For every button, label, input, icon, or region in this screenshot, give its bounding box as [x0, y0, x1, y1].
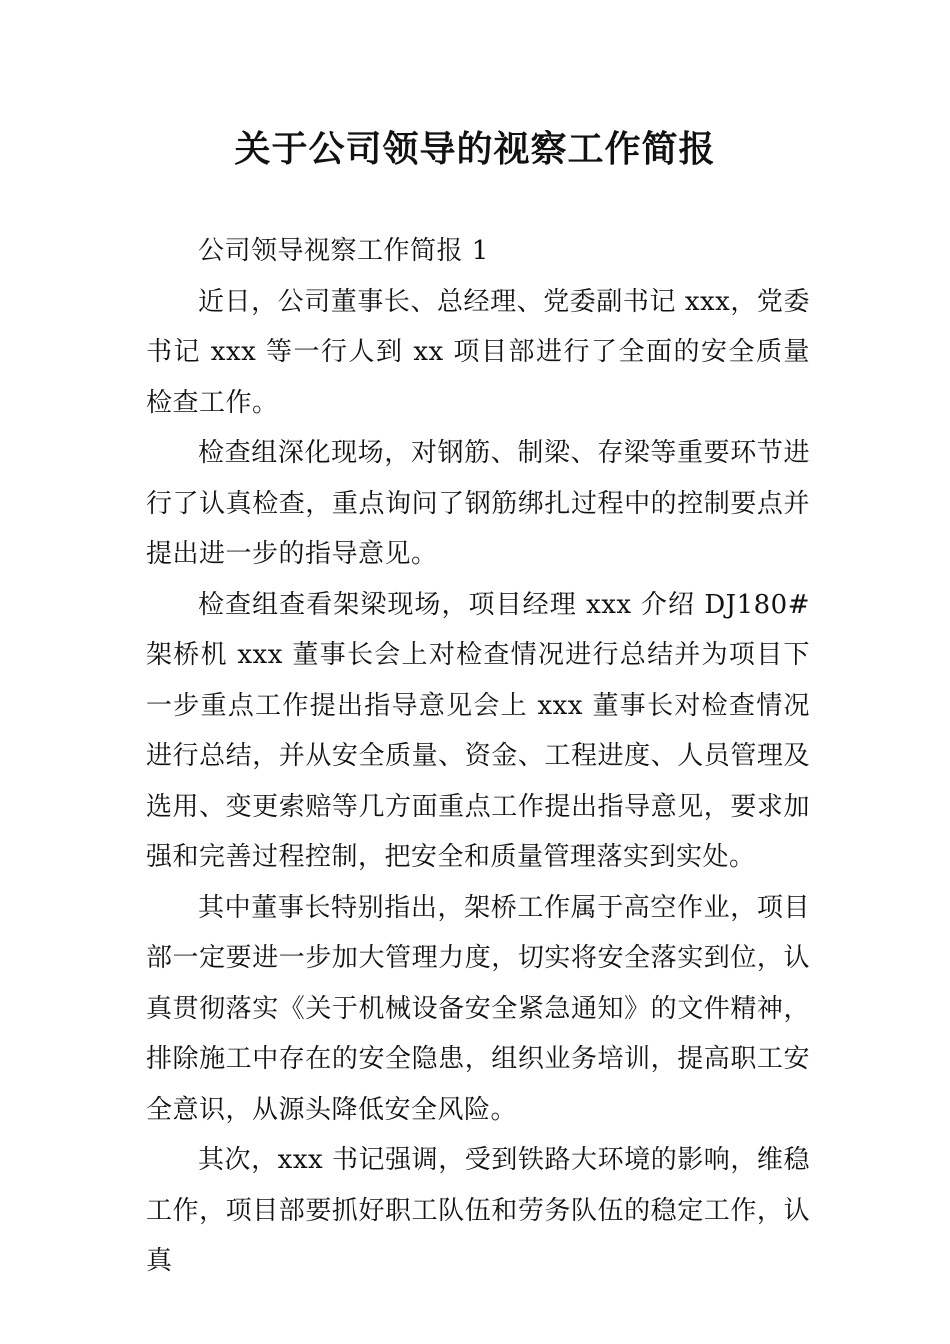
paragraph: 其次，xxx 书记强调，受到铁路大环境的影响，维稳工作，项目部要抓好职工队伍和劳务队伍的稳定工作，认真 — [146, 1145, 810, 1276]
paragraph: 检查组深化现场，对钢筋、制梁、存梁等重要环节进行了认真检查，重点询问了钢筋绑扎过程中的控制要点并提出进一步的指导意见。 — [146, 438, 810, 569]
document-body — [146, 226, 810, 1287]
paragraph-subtitle: 公司领导视察工作简报 1 — [198, 236, 489, 266]
document-title: 关于公司领导的视察工作简报 — [234, 129, 716, 170]
paragraph: 近日，公司董事长、总经理、党委副书记 xxx，党委书记 xxx 等一行人到 xx 项目部进行了全面的安全质量检查工作。 — [146, 286, 810, 418]
paragraph: 其中董事长特别指出，架桥工作属于高空作业，项目部一定要进一步加大管理力度，切实将安全落实到位，认真贯彻落实《关于机械设备安全紧急通知》的文件精神，排除施工中存在的安全隐患，组织业务培训，提高职工安全意识，从源头降低安全风险。 — [146, 892, 810, 1125]
paragraph: 检查组查看架梁现场，项目经理 xxx 介绍 DJ180#架桥机 xxx 董事长会上对检查情况进行总结并为项目下一步重点工作提出指导意见会上 xxx 董事长对检查情况进行总结，并从安全质量、资金、工程进度、人员管理及选用、变更索赔等几方面重点工作提出指导意见，要求加强和完善过程控制，把安全和质量管理落实到实处。 — [146, 589, 810, 872]
